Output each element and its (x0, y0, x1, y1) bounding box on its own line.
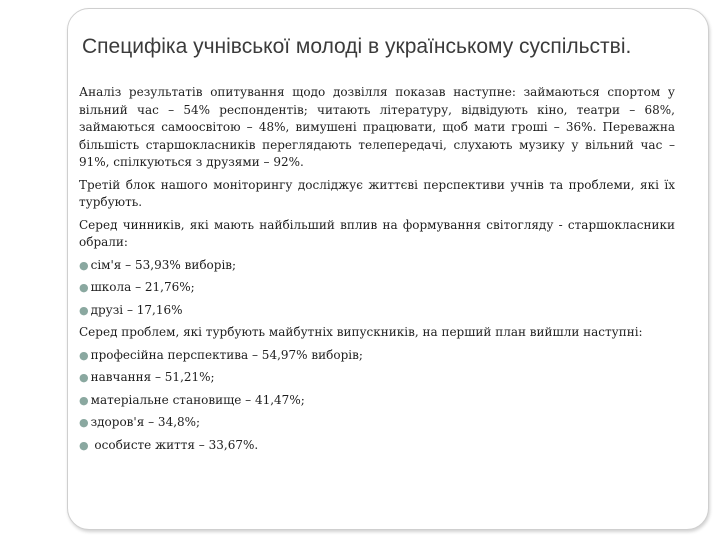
list-item (79, 302, 675, 320)
paragraph-factors-intro: Серед чинників, які мають найбільший вплив на формування світогляду - старшокласники обрали: (79, 217, 675, 249)
round-bullet-icon: ● (79, 416, 89, 429)
list-item-text: навчання – 51,21%; (90, 370, 215, 384)
list-item-text: здоров'я – 34,8%; (90, 415, 201, 429)
list-item (79, 347, 675, 365)
list-item-text: особисте життя – 33,67%. (90, 437, 259, 452)
round-bullet-icon: ● (79, 281, 89, 294)
list-item (79, 392, 675, 410)
round-bullet-icon: ● (79, 438, 89, 452)
list-item-text: матеріальне становище – 41,47%; (90, 392, 305, 407)
list-item (79, 279, 675, 297)
round-bullet-icon: ● (79, 258, 89, 272)
round-bullet-icon: ● (79, 371, 89, 384)
list-item-text: сім'я – 53,93% виборів; (90, 257, 237, 272)
round-bullet-icon: ● (79, 393, 89, 407)
paragraph-problems-intro: Серед проблем, які турбують майбутніх випускників, на перший план вийшли наступні: (79, 325, 643, 339)
round-bullet-icon: ● (79, 303, 89, 317)
paragraph-perspectives: Третій блок нашого моніторингу досліджує життєві перспективи учнів та проблеми, які їх турбують. (79, 177, 675, 209)
slide-content (79, 84, 675, 459)
list-item (79, 437, 675, 455)
list-item-text: школа – 21,76%; (90, 280, 195, 294)
list-item (79, 369, 675, 387)
list-item-text: друзі – 17,16% (90, 302, 183, 317)
list-item (79, 257, 675, 275)
paragraph-leisure: Аналіз результатів опитування щодо дозвілля показав наступне: займаються спортом у вільний час – 54% респондентів; читають літературу, відвідують кіно, театри – 68%, займаються самоосвітою – 48%, вимушені працювати, щоб мати гроші – 36%. Переважна більшість старшокласників переглядають телепередачі, слухають музику у вільний час – 91%, спілкуються з друзями – 92%. (79, 85, 675, 169)
list-item (79, 414, 675, 432)
slide-title: Специфіка учнівської молоді в українському суспільстві. (82, 35, 632, 58)
list-item-text: професійна перспектива – 54,97% виборів; (90, 347, 363, 362)
round-bullet-icon: ● (79, 348, 89, 362)
